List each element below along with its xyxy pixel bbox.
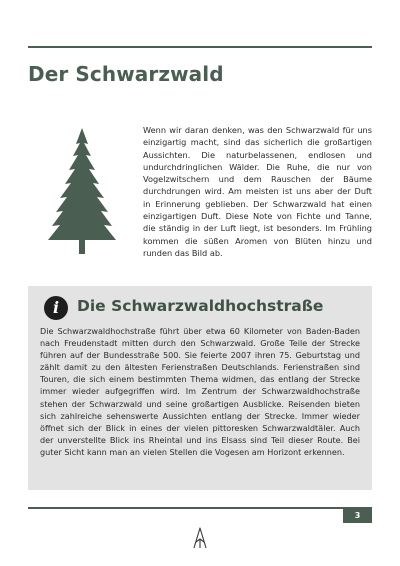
info-box-text: Die Schwarzwaldhochstraße führt über etwa 60 Kilometer von Baden-Baden nach Freudenstadt mitten durch den Schwarzwald. Große Teile der Strecke führen auf der Bundesstraße 500. Sie feierte 2007 ihren 75. Geburtstag und zählt damit zu den ältesten Ferienstraßen Deutschlands. Ferienstraßen sind Touren, die sich einem bestimmten Thema widmen, das entlang der Strecke immer wieder aufgegriffen wird. Im Zentrum der Schwarzwaldhochstraße stehen der Schwarzwald und seine großartigen Ausblicke. Reisenden bieten sich zahlreiche sehenswerte Aussichten entlang der Strecke. Immer wieder öffnet sich der Blick in eines der vielen pittoresken Schwarzwaldtäler. Auch der unverstellte Blick ins Rheintal und ins Elsass sind Teil dieser Route. Bei guter Sicht kann man an vielen Stellen die Vogesen am Horizont erkennen.: [40, 326, 360, 457]
top-divider: [28, 46, 372, 48]
fir-tree-icon: [44, 126, 120, 256]
intro-paragraph: Wenn wir daran denken, was den Schwarzwald für uns einzigartig macht, sind das sicherlich die großartigen Aussichten. Die naturbelassenen, endlosen und undurchdringlichen Wälder. Die Ruhe, die nur von Vogelzwitschern und dem Rauschen der Bäume durchdrungen wird. Am meisten ist uns aber der Duft in Erinnerung geblieben. Der Schwarzwald hat einen einzigartigen Duft. Diese Note von Fichte und Tanne, die ständig in der Luft liegt, ist besonders. Im Frühling kommen die süßen Aromen von Blüten hinzu und runden das Bild ab.: [143, 125, 372, 258]
bottom-divider: [28, 507, 372, 509]
page-title: Der Schwarzwald: [28, 62, 224, 86]
info-box: [28, 286, 372, 490]
page-number: 3: [343, 509, 372, 523]
info-box-title: Die Schwarzwaldhochstraße: [77, 297, 324, 315]
info-icon: [44, 296, 68, 320]
triangle-logo-icon: [193, 527, 207, 549]
info-icon-glyph: i: [52, 298, 60, 317]
